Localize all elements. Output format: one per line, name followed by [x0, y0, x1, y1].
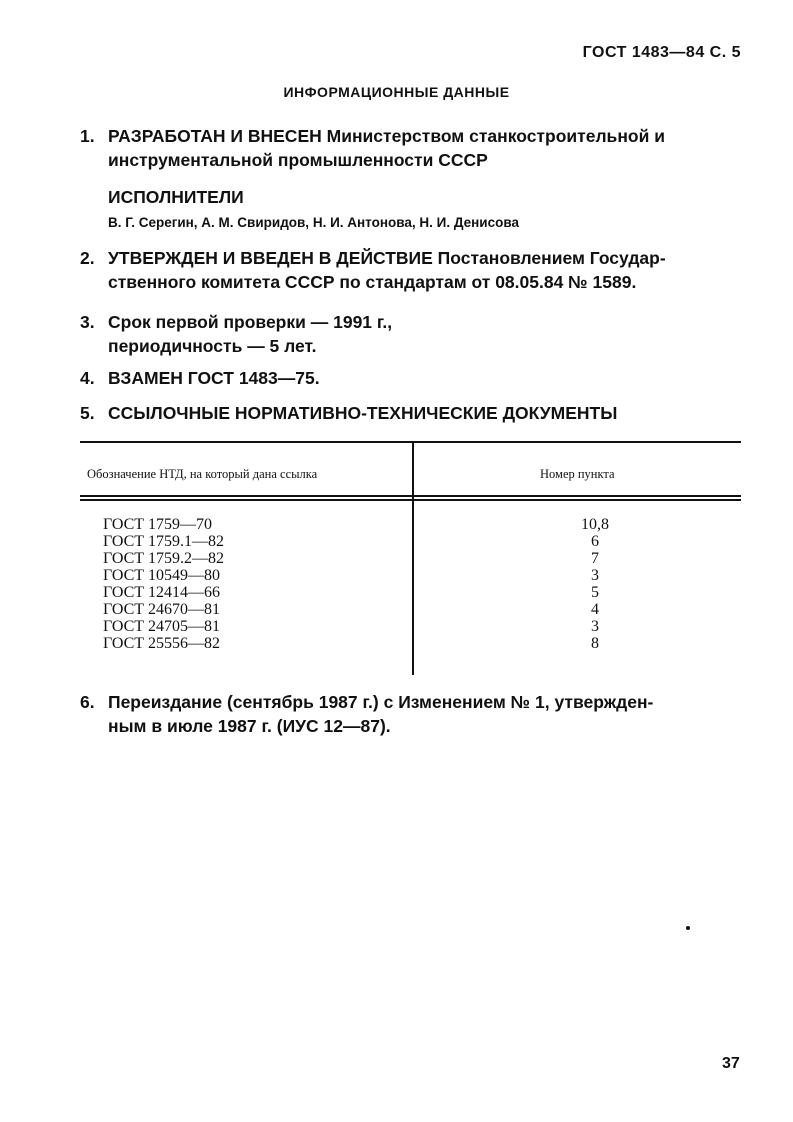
item-text-line: ВЗАМЕН ГОСТ 1483—75. — [108, 368, 320, 388]
table-cell-clause: 10,8 — [581, 516, 609, 533]
table-cell-clause: 3 — [591, 567, 599, 584]
table-cell-clause: 4 — [591, 601, 599, 618]
item-text-line: ственного комитета СССР по стандартам от 08.05.84 № 1589. — [108, 272, 637, 292]
table-column-clauses — [560, 516, 630, 652]
item-text-line: периодичность — 5 лет. — [108, 336, 317, 356]
table-cell-designation: ГОСТ 24705—81 — [103, 618, 221, 635]
item-text-line: РАЗРАБОТАН И ВНЕСЕН Министерством станкостроительной и — [108, 126, 665, 146]
table-cell-clause: 3 — [591, 618, 599, 635]
page-number: 37 — [722, 1055, 740, 1072]
table-cell-designation: ГОСТ 10549—80 — [103, 567, 221, 584]
table-cell-designation: ГОСТ 24670—81 — [103, 601, 221, 618]
item-text-line: инструментальной промышленности СССР — [108, 150, 488, 170]
table-column-designations — [103, 516, 224, 652]
item-text-line: ССЫЛОЧНЫЕ НОРМАТИВНО-ТЕХНИЧЕСКИЕ ДОКУМЕНТЫ — [108, 403, 618, 423]
item-text-line: Срок первой проверки — 1991 г., — [108, 312, 393, 332]
executors-heading: ИСПОЛНИТЕЛИ — [108, 187, 244, 207]
scan-speck — [686, 926, 690, 930]
item-number: 6. — [80, 692, 95, 712]
item-text-line: Переиздание (сентябрь 1987 г.) с Изменением № 1, утвержден- — [108, 692, 654, 712]
table-cell-clause: 8 — [591, 635, 599, 652]
table-cell-clause: 7 — [591, 550, 599, 567]
executors-names: В. Г. Серегин, А. М. Свиридов, Н. И. Антонова, Н. И. Денисова — [108, 215, 519, 230]
table-header-rule — [80, 499, 741, 501]
table-cell-designation: ГОСТ 1759.2—82 — [103, 550, 225, 567]
table-cell-designation: ГОСТ 1759—70 — [103, 516, 213, 533]
page-title: ИНФОРМАЦИОННЫЕ ДАННЫЕ — [283, 84, 510, 100]
table-cell-designation: ГОСТ 25556—82 — [103, 635, 221, 652]
item-number: 1. — [80, 126, 95, 146]
table-top-rule — [80, 441, 741, 443]
item-number: 3. — [80, 312, 95, 332]
document-reference-header: ГОСТ 1483—84 С. 5 — [582, 44, 741, 61]
table-cell-clause: 5 — [591, 584, 599, 601]
item-number: 2. — [80, 248, 95, 268]
table-column-divider — [412, 443, 414, 675]
item-text-line: УТВЕРЖДЕН И ВВЕДЕН В ДЕЙСТВИЕ Постановлением Государ- — [108, 248, 666, 268]
table-cell-designation: ГОСТ 12414—66 — [103, 584, 221, 601]
table-header-rule — [80, 495, 741, 497]
item-number: 5. — [80, 403, 95, 423]
item-number: 4. — [80, 368, 95, 388]
table-cell-clause: 6 — [591, 533, 599, 550]
item-text-line: ным в июле 1987 г. (ИУС 12—87). — [108, 716, 391, 736]
table-header-designation: Обозначение НТД, на который дана ссылка — [87, 467, 318, 481]
table-header-clause: Номер пункта — [540, 467, 615, 481]
table-cell-designation: ГОСТ 1759.1—82 — [103, 533, 225, 550]
